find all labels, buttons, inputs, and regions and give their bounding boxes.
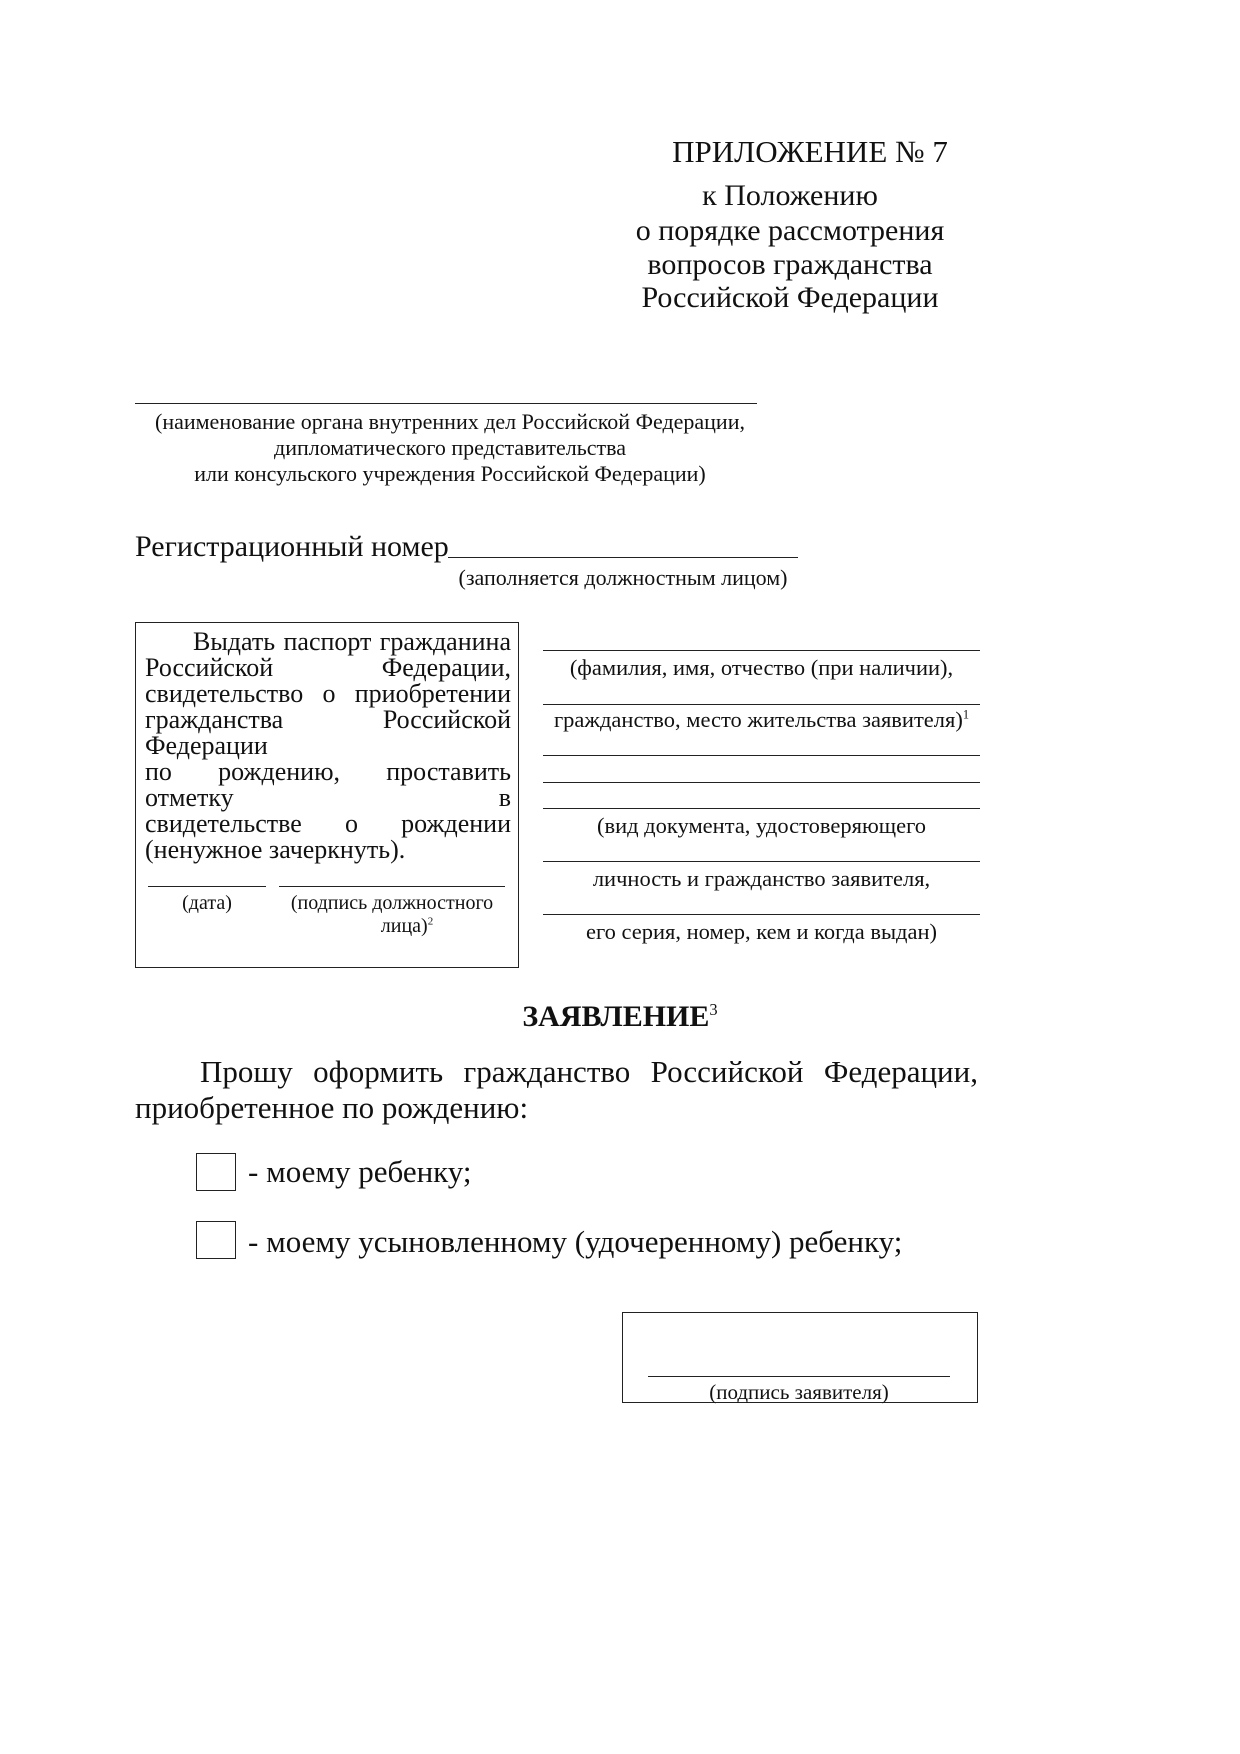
applicant-signature-caption: (подпись заявителя) [709,1380,889,1404]
applicant-name-field[interactable] [543,650,980,651]
resolution-signature-field[interactable] [279,886,505,887]
applicant-caption-1: (фамилия, имя, отчество (при наличии), [569,655,954,680]
registration-number-field[interactable] [448,557,798,558]
applicant-caption-4: личность и гражданство заявителя, [592,866,931,891]
footnote-3: 3 [709,1000,718,1019]
resolution-text-line-3: свидетельство о приобретении [145,679,511,708]
authority-caption-2: дипломатического представительства [274,435,626,460]
resolution-date-field[interactable] [148,886,266,887]
statement-body-line-2: приобретенное по рождению: [135,1090,529,1125]
resolution-text-line-2: Российской Федерации, [145,653,511,682]
appendix-line-2: о порядке рассмотрения [635,214,945,247]
option-own-child-checkbox[interactable] [196,1153,236,1191]
footnote-2: 2 [427,915,434,928]
option-adopted-child-checkbox[interactable] [196,1221,236,1259]
authority-caption-3: или консульского учреждения Российской Федерации) [194,461,706,486]
authority-fill-line[interactable] [135,403,757,404]
resolution-text-line-5: по рождению, проставить отметку в [145,757,511,812]
applicant-field-4[interactable] [543,782,980,783]
applicant-caption-2: гражданство, место жительства заявителя)$^1$ [553,707,970,732]
resolution-text-line-6: свидетельстве о рождении [145,809,511,838]
resolution-box [135,622,519,968]
registration-label: Регистрационный номер [135,530,449,563]
applicant-caption-3: (вид документа, удостоверяющего [596,813,927,838]
resolution-date-caption: (дата) [182,892,232,914]
authority-caption-1: (наименование органа внутренних дел Российской Федерации, [155,409,745,434]
option-adopted-child-label: - моему усыновленному (удочеренному) ребенку; [248,1224,903,1259]
option-own-child-label: - моему ребенку; [248,1154,472,1189]
applicant-field-6[interactable] [543,861,980,862]
resolution-signature-caption-2: лица)$^2$ [380,915,434,937]
applicant-signature-box [622,1312,978,1403]
appendix-line-1: к Положению [702,179,878,212]
resolution-text-line-1: Выдать паспорт гражданина [193,627,511,656]
resolution-signature-caption-1: (подпись должностного [290,892,494,914]
applicant-signature-field[interactable] [648,1376,950,1377]
statement-body-line-1: Прошу оформить гражданство Российской Федерации, [200,1054,978,1089]
appendix-line-3: вопросов гражданства [647,248,933,281]
applicant-field-3[interactable] [543,755,980,756]
applicant-caption-5: его серия, номер, кем и когда выдан) [585,919,938,944]
registration-hint: (заполняется должностным лицом) [458,565,788,590]
resolution-text-line-4: гражданства Российской Федерации [145,705,511,760]
applicant-field-2[interactable] [543,704,980,705]
resolution-text-line-7: (ненужное зачеркнуть). [145,835,406,864]
statement-title: ЗАЯВЛЕНИЕ$^3$ [522,1000,718,1033]
applicant-field-5[interactable] [543,808,980,809]
appendix-title: ПРИЛОЖЕНИЕ № 7 [672,134,948,169]
appendix-line-4: Российской Федерации [641,281,939,314]
applicant-field-7[interactable] [543,914,980,915]
footnote-1: 1 [962,707,970,722]
